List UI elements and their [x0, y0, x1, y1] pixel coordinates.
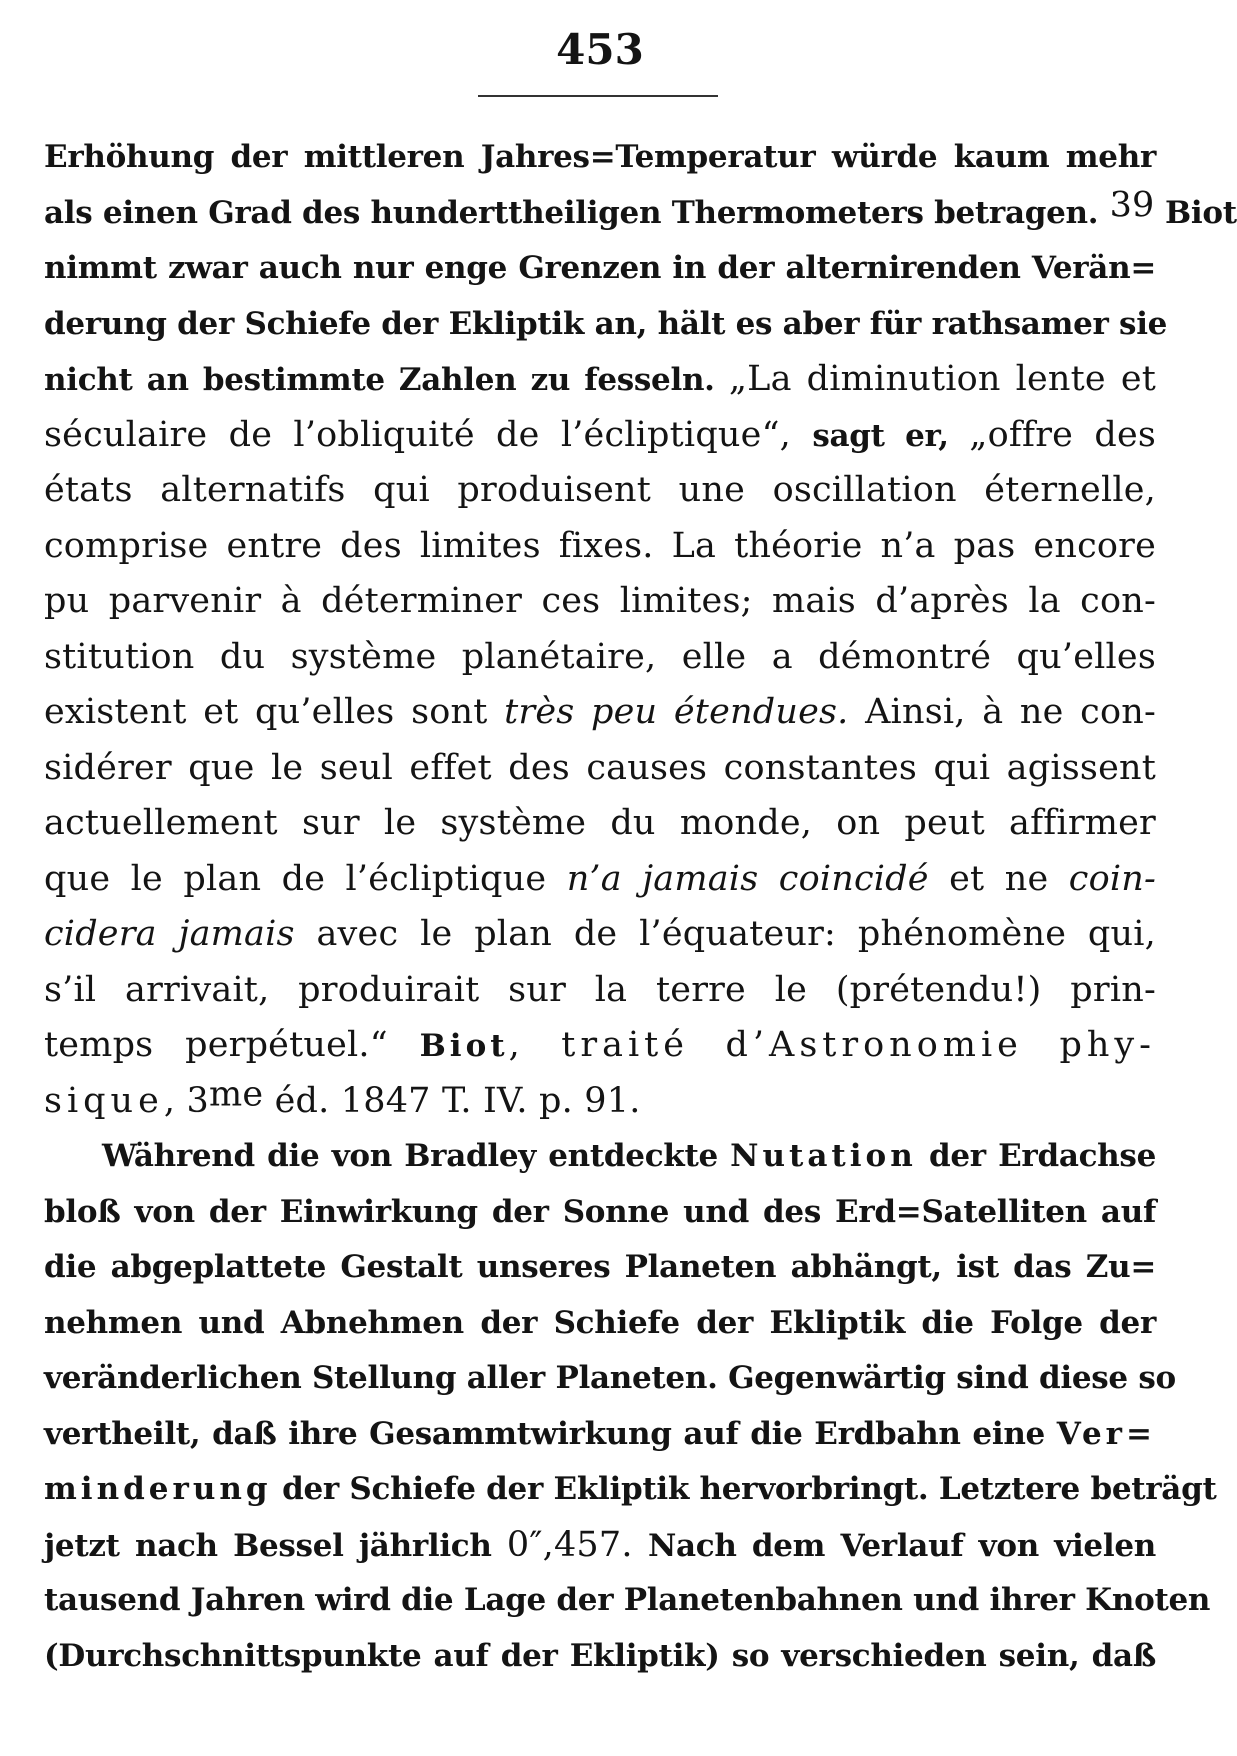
text-segment: très peu étendues. [504, 692, 849, 732]
text-segment: nehmen und Abnehmen der Schiefe der Ekliptik die Folge der [44, 1304, 1156, 1341]
text-line [44, 1018, 1156, 1074]
text-segment: „offre des [969, 414, 1157, 455]
text-segment: „La diminution lente et [728, 359, 1156, 399]
text-segment: pu parvenir à déterminer ces limites; mais d’après la con- [44, 581, 1156, 621]
text-segment: sagt er, [812, 417, 970, 454]
text-segment: Nutation [730, 1138, 917, 1174]
text-line [44, 685, 1156, 741]
text-line [44, 352, 1156, 408]
text-line [44, 963, 1156, 1019]
text-segment: stitution du système planétaire, elle a démontré qu’elles [44, 636, 1156, 677]
text-segment: nicht an bestimmte Zahlen zu fesseln. [44, 362, 729, 398]
text-line [44, 1518, 1156, 1574]
text-segment: n’a jamais coincidé [566, 858, 929, 899]
text-line [44, 1240, 1156, 1296]
text-line [44, 1629, 1156, 1685]
text-segment: vertheilt, daß ihre Gesammtwirkung auf die Erdbahn eine [44, 1415, 1057, 1452]
text-segment: derung der Schiefe der Ekliptik an, hält es aber für rathsamer sie [44, 305, 1168, 342]
page-number: 453 [556, 25, 644, 74]
text-segment: 0″,457. [506, 1524, 633, 1565]
text-line [44, 1462, 1217, 1518]
text-line [44, 1185, 1156, 1241]
text-line [44, 1296, 1156, 1352]
text-line [44, 185, 1237, 242]
text-segment: existent et qu’elles sont [44, 692, 505, 732]
text-segment: s’il arrivait, produirait sur la terre le (prétendu!) prin- [44, 969, 1156, 1010]
text-line [44, 1573, 1211, 1629]
text-line [44, 241, 1156, 297]
text-segment: me [208, 1074, 264, 1115]
text-segment: veränderlichen Stellung aller Planeten. Gegenwärtig sind diese so [44, 1360, 1176, 1396]
text-segment: sique [44, 1080, 164, 1121]
text-segment: , traité d’Astronomie phy- [508, 1025, 1156, 1065]
text-line [44, 741, 1156, 797]
body-text [44, 130, 1237, 1684]
text-segment: avec le plan de l’équateur: phénomène qui, [294, 914, 1156, 954]
text-line [44, 297, 1168, 353]
text-segment: que le plan de l’écliptique [44, 858, 567, 899]
text-segment: der Schiefe der Ekliptik hervorbringt. Letztere beträgt [271, 1471, 1217, 1507]
text-line [44, 1407, 1156, 1463]
text-segment: éd. 1847 T. IV. p. 91. [263, 1080, 641, 1121]
text-segment: comprise entre des limites fixes. La théorie n’a pas encore [44, 525, 1156, 566]
text-segment: et ne [928, 858, 1069, 899]
text-segment: bloß von der Einwirkung der Sonne und des Erd=Satelliten auf [44, 1193, 1156, 1230]
text-segment: jetzt nach Bessel jährlich [44, 1527, 507, 1564]
text-segment: états alternatifs qui produisent une oscillation éternelle, [44, 470, 1156, 510]
text-segment: Ver= [1056, 1415, 1156, 1452]
text-segment: , 3 [163, 1080, 209, 1121]
text-segment: als einen Grad des hunderttheiligen Thermometers betragen. [44, 194, 1099, 231]
text-line [44, 852, 1156, 908]
text-segment: coin- [1068, 858, 1157, 899]
text-segment: Während die von Bradley entdeckte [102, 1138, 731, 1174]
text-segment: actuellement sur le système du monde, on peut affirmer [44, 803, 1156, 843]
text-segment: minderung [44, 1471, 272, 1507]
text-line [44, 907, 1156, 963]
text-line [44, 1351, 1176, 1407]
text-segment: cidera jamais [44, 914, 295, 954]
text-segment: Biot [419, 1028, 509, 1064]
text-segment: Nach dem Verlauf von vielen [632, 1527, 1156, 1564]
text-line [44, 463, 1156, 519]
text-line [44, 130, 1156, 186]
text-segment: 39 [1098, 185, 1155, 226]
text-segment: Biot [1154, 194, 1237, 231]
text-line [44, 630, 1156, 686]
text-line [44, 1074, 1156, 1130]
text-line [44, 519, 1156, 575]
text-segment: sidérer que le seul effet des causes constantes qui agissent [44, 747, 1156, 788]
text-line [44, 796, 1156, 852]
text-segment: der Erdachse [916, 1138, 1156, 1174]
text-segment: séculaire de l’obliquité de l’écliptique“, [44, 414, 813, 455]
text-line [44, 574, 1156, 630]
text-segment: Ainsi, à ne con- [848, 692, 1156, 732]
text-segment: (Durchschnittspunkte auf der Ekliptik) so verschieden sein, daß [44, 1637, 1156, 1674]
text-segment: temps perpétuel.“ [44, 1025, 420, 1065]
text-segment: die abgeplattete Gestalt unseres Planeten abhängt, ist das Zu= [44, 1249, 1156, 1285]
text-segment: Erhöhung der mittleren Jahres=Temperatur würde kaum mehr [44, 139, 1156, 175]
text-line [44, 1129, 1156, 1185]
text-line [44, 408, 1156, 464]
text-segment: tausend Jahren wird die Lage der Planetenbahnen und ihrer Knoten [44, 1582, 1211, 1618]
header-rule [478, 95, 718, 97]
text-segment: nimmt zwar auch nur enge Grenzen in der alternirenden Verän= [44, 250, 1156, 286]
